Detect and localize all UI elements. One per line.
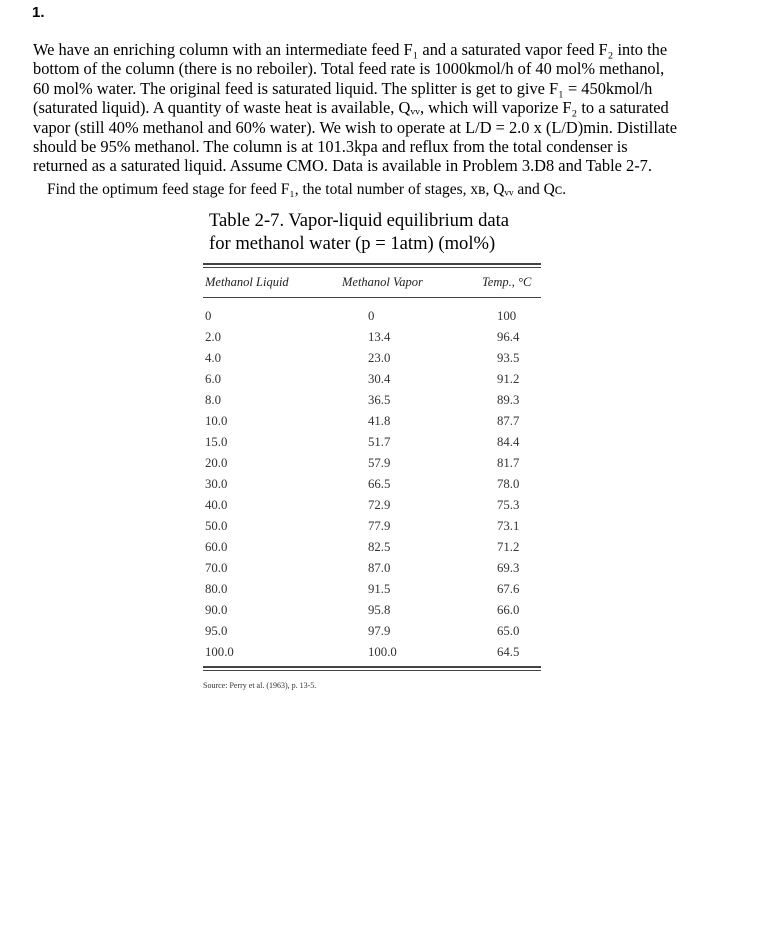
cell-temp: 65.0 — [497, 624, 520, 638]
cell-liquid: 80.0 — [205, 582, 228, 596]
table-source: Source: Perry et al. (1963), p. 13-5. — [203, 681, 317, 690]
cell-liquid: 4.0 — [205, 351, 221, 365]
cell-vapor: 0 — [368, 309, 375, 323]
statement-line-1: We have an enriching column with an intermediate feed F₁ and a saturated vapor feed F₂ into the — [33, 40, 668, 59]
table-bottom-rule — [203, 666, 541, 668]
table-row — [203, 645, 541, 665]
header-methanol-vapor: Methanol Vapor — [342, 275, 423, 289]
statement-line-2: bottom of the column (there is no reboiler). Total feed rate is 1000kmol/h of 40 mol% methanol, — [33, 59, 665, 79]
header-temperature: Temp., °C — [482, 275, 532, 289]
cell-temp: 84.4 — [497, 435, 520, 449]
cell-temp: 87.7 — [497, 414, 520, 428]
table-row — [203, 414, 541, 434]
statement-line-3: 60 mol% water. The original feed is saturated liquid. The splitter is get to give F₁ = 450kmol/h — [33, 78, 653, 98]
cell-vapor: 13.4 — [368, 330, 391, 344]
table-title-line-1: Table 2-7. Vapor-liquid equilibrium data — [209, 210, 510, 231]
cell-vapor: 87.0 — [368, 561, 391, 575]
cell-vapor: 51.7 — [368, 435, 391, 449]
cell-vapor: 36.5 — [368, 393, 391, 407]
cell-liquid: 90.0 — [205, 603, 228, 617]
table-row — [203, 372, 541, 392]
cell-liquid: 60.0 — [205, 540, 228, 554]
cell-vapor: 77.9 — [368, 519, 391, 533]
cell-vapor: 30.4 — [368, 372, 391, 386]
cell-liquid: 30.0 — [205, 477, 228, 491]
cell-vapor: 97.9 — [368, 624, 391, 638]
cell-temp: 93.5 — [497, 351, 520, 365]
cell-liquid: 0 — [205, 309, 212, 323]
table-row — [203, 603, 541, 623]
statement-line-7: returned as a saturated liquid. Assume CMO. Data is available in Problem 3.D8 and Table 2-7. — [33, 156, 652, 176]
header-rule — [203, 297, 541, 298]
table-row — [203, 351, 541, 371]
header-methanol-liquid: Methanol Liquid — [205, 275, 289, 289]
table-row — [203, 582, 541, 602]
statement-line-4: (saturated liquid). A quantity of waste heat is available, Qᵥᵥ, which will vaporize F₂ to a saturated — [33, 98, 669, 118]
cell-temp: 67.6 — [497, 582, 520, 596]
cell-liquid: 95.0 — [205, 624, 228, 638]
table-row — [203, 519, 541, 539]
cell-temp: 91.2 — [497, 372, 520, 386]
cell-vapor: 66.5 — [368, 477, 391, 491]
cell-liquid: 10.0 — [205, 414, 228, 428]
table-bottom-rule-inner — [203, 670, 541, 671]
problem-statement — [33, 40, 723, 176]
table-row — [203, 498, 541, 518]
table-row — [203, 456, 541, 476]
cell-vapor: 41.8 — [368, 414, 391, 428]
statement-line-6: should be 95% methanol. The column is at 101.3kpa and reflux from the total condenser is — [33, 137, 628, 157]
cell-temp: 66.0 — [497, 603, 520, 617]
cell-vapor: 72.9 — [368, 498, 391, 512]
cell-vapor: 91.5 — [368, 582, 391, 596]
cell-vapor: 100.0 — [368, 645, 397, 659]
cell-liquid: 100.0 — [205, 645, 234, 659]
cell-liquid: 50.0 — [205, 519, 228, 533]
cell-vapor: 57.9 — [368, 456, 391, 470]
cell-temp: 81.7 — [497, 456, 520, 470]
table-row — [203, 330, 541, 350]
cell-temp: 73.1 — [497, 519, 520, 533]
table-title — [209, 210, 509, 255]
cell-liquid: 2.0 — [205, 330, 221, 344]
table-top-rule — [203, 263, 541, 265]
cell-temp: 64.5 — [497, 645, 520, 659]
table-title-line-2: for methanol water (p = 1atm) (mol%) — [209, 232, 496, 254]
table-row — [203, 393, 541, 413]
cell-vapor: 82.5 — [368, 540, 391, 554]
table-row — [203, 561, 541, 581]
cell-liquid: 40.0 — [205, 498, 228, 512]
table-row — [203, 309, 541, 329]
table-row — [203, 624, 541, 644]
cell-temp: 69.3 — [497, 561, 520, 575]
question-ask: Find the optimum feed stage for feed F₁, the total number of stages, xʙ, Qᵥᵥ and Qᴄ. — [47, 181, 567, 198]
cell-liquid: 20.0 — [205, 456, 228, 470]
cell-liquid: 70.0 — [205, 561, 228, 575]
question-number: 1. — [32, 4, 45, 21]
cell-temp: 71.2 — [497, 540, 520, 554]
table-row — [203, 435, 541, 455]
cell-temp: 78.0 — [497, 477, 520, 491]
cell-temp: 96.4 — [497, 330, 520, 344]
table-row — [203, 477, 541, 497]
cell-temp: 100 — [497, 309, 517, 323]
cell-liquid: 6.0 — [205, 372, 221, 386]
cell-liquid: 15.0 — [205, 435, 228, 449]
table-row — [203, 540, 541, 560]
cell-liquid: 8.0 — [205, 393, 221, 407]
cell-vapor: 95.8 — [368, 603, 391, 617]
cell-temp: 89.3 — [497, 393, 520, 407]
cell-temp: 75.3 — [497, 498, 520, 512]
cell-vapor: 23.0 — [368, 351, 391, 365]
statement-line-5: vapor (still 40% methanol and 60% water). We wish to operate at L/D = 2.0 x (L/D)min. Distillate — [33, 117, 677, 137]
table-top-rule-inner — [203, 267, 541, 268]
